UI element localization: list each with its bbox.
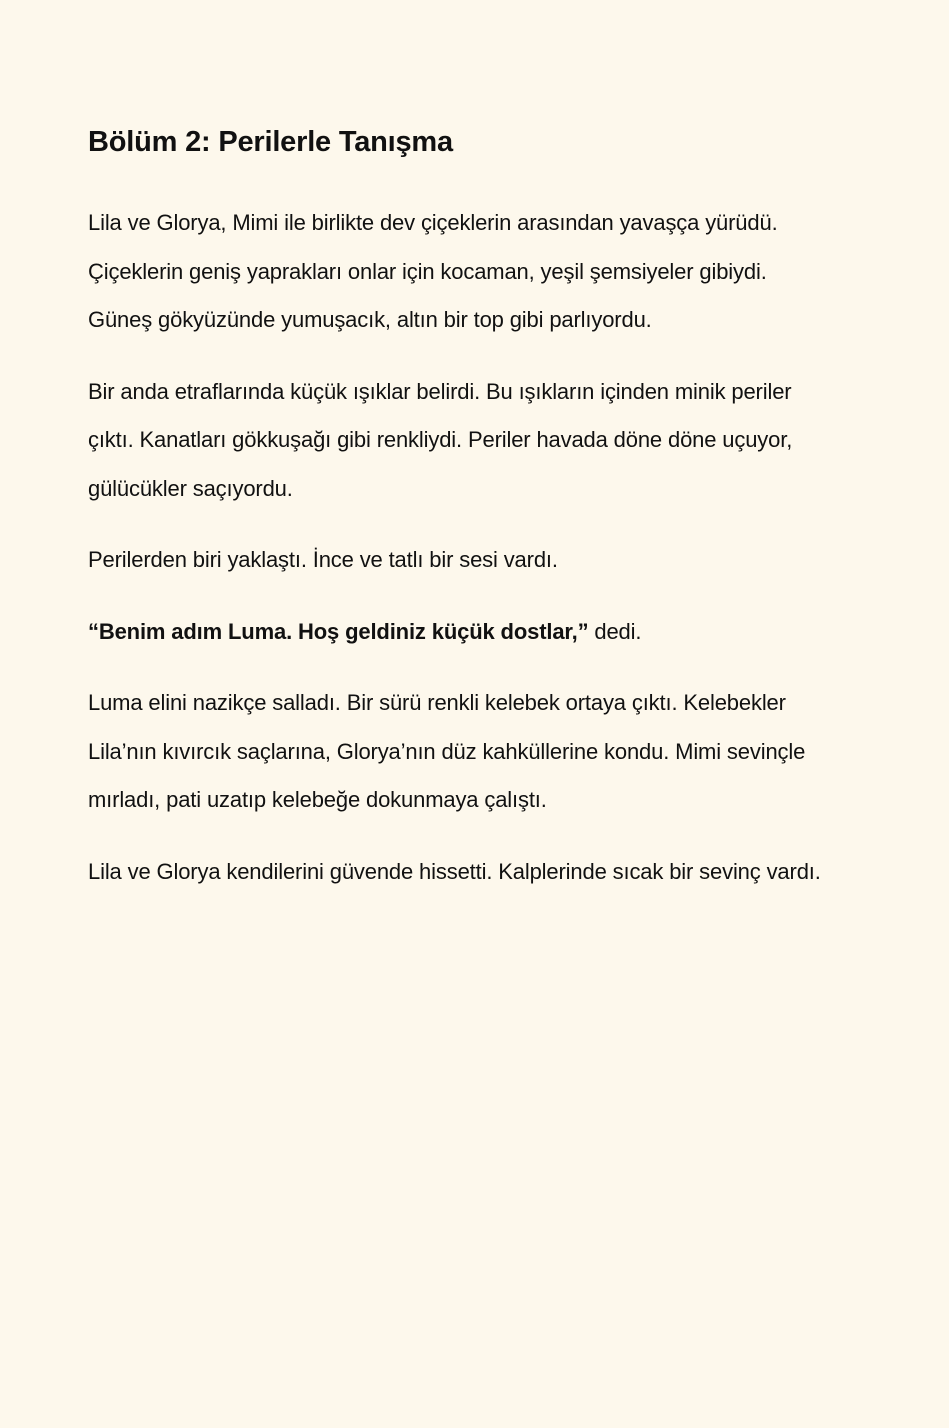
dialogue-quote: “Benim adım Luma. Hoş geldiniz küçük dostlar,” xyxy=(88,618,589,644)
paragraph-line xyxy=(88,608,909,657)
paragraph-luma-greeting xyxy=(88,608,909,657)
paragraph-line: Lila ve Glorya kendilerini güvende hissetti. Kalplerinde sıcak bir sevinç vardı. xyxy=(88,858,821,884)
paragraph-fairy-approaches xyxy=(88,536,909,585)
paragraph-line: Perilerden biri yaklaştı. İnce ve tatlı bir sesi vardı. xyxy=(88,547,558,572)
paragraph-line: Bir anda etraflarında küçük ışıklar belirdi. Bu ışıkların içinden minik periler xyxy=(88,378,792,404)
dialogue-tag: dedi. xyxy=(588,618,642,644)
paragraph-line: Güneş gökyüzünde yumuşacık, altın bir top gibi parlıyordu. xyxy=(88,307,652,332)
paragraph-line: Luma elini nazikçe salladı. Bir sürü renkli kelebek ortaya çıktı. Kelebekler xyxy=(88,690,786,715)
paragraph-line: gülücükler saçıyordu. xyxy=(88,475,293,501)
paragraph-line: çıktı. Kanatları gökkuşağı gibi renkliydi. Periler havada döne döne uçuyor, xyxy=(88,427,793,452)
paragraph-line: Çiçeklerin geniş yaprakları onlar için kocaman, yeşil şemsiyeler gibiydi. xyxy=(88,258,767,284)
paragraph-butterflies xyxy=(88,679,909,825)
chapter-title: Bölüm 2: Perilerle Tanışma xyxy=(88,126,453,158)
paragraph-feeling-safe xyxy=(88,848,909,897)
paragraph-line: mırladı, pati uzatıp kelebeğe dokunmaya çalıştı. xyxy=(88,787,547,812)
paragraph-flower-walk xyxy=(88,199,909,345)
paragraph-line: Lila ve Glorya, Mimi ile birlikte dev çiçeklerin arasından yavaşça yürüdü. xyxy=(88,210,778,235)
paragraph-line: Lila’nın kıvırcık saçlarına, Glorya’nın düz kahküllerine kondu. Mimi sevinçle xyxy=(88,738,806,764)
paragraph-fairies-appear xyxy=(88,368,909,514)
